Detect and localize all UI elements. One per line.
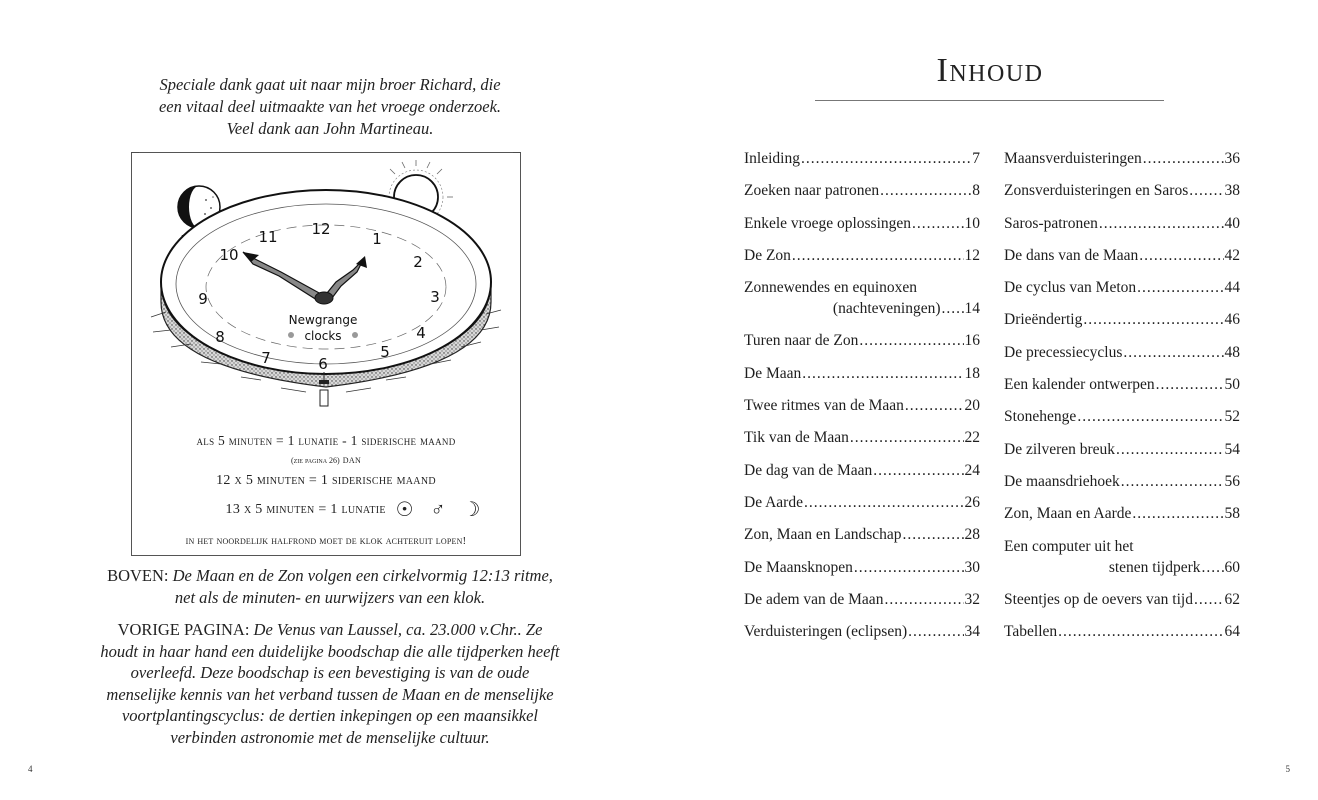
acknowledgement-line: Veel dank aan John Martineau. [226, 119, 434, 138]
toc-entry-label: De Aarde [744, 493, 803, 511]
toc-title: Inhoud [936, 52, 1044, 89]
toc-page-number: 24 [964, 461, 980, 479]
toc-entry[interactable] [744, 589, 980, 610]
clock-face [161, 190, 491, 374]
clock-number: 2 [413, 253, 423, 271]
dot-leader [908, 621, 963, 642]
toc-entry[interactable] [1004, 309, 1240, 330]
toc-entry-continuation [744, 298, 980, 319]
toc-entry-label: Twee ritmes van de Maan [744, 397, 904, 415]
toc-page-number: 26 [964, 493, 980, 511]
toc-entry[interactable] [1004, 536, 1240, 578]
toc-entry-label: De Maan [744, 364, 802, 382]
toc-page-number: 18 [964, 364, 980, 382]
caption-lead: BOVEN: [107, 566, 169, 585]
dot-leader [801, 148, 971, 169]
dot-leader [850, 427, 964, 448]
toc-entry-label: Zonnewendes en equinoxen [744, 279, 918, 297]
toc-page-number: 30 [964, 558, 980, 576]
toc-page-number: 20 [964, 397, 980, 415]
toc-entry-continuation [1004, 557, 1240, 578]
dot-leader [1137, 277, 1223, 298]
toc-entry-label: Maansverduisteringen [1004, 150, 1142, 167]
toc-entry[interactable] [744, 427, 980, 448]
toc-page-number: 56 [1224, 472, 1240, 490]
dot-leader [1156, 374, 1224, 395]
acknowledgement-line: Speciale dank gaat uit naar mijn broer Richard, die [159, 75, 501, 94]
acknowledgement-line: een vitaal deel uitmaakte van het vroege onderzoek. [158, 97, 502, 116]
caption-text: De Venus van Laussel, ca. 23.000 v.Chr.. Ze houdt in haar hand een duidelijke boodschap die alle tijdperken heeft overleefd. Deze boodschap is een bevestiging is van de oude menselijke kennis van het verband tussen de Maan en de menselijke voortplantingscyclus: de dertien inkepingen op een maansikkel verbinden astronomie met de menselijke cultuur. [100, 620, 560, 747]
toc-entry[interactable] [1004, 621, 1240, 642]
toc-page-number: 16 [964, 332, 980, 350]
toc-entry-label: Drieëndertig [1004, 311, 1083, 329]
clock-title-newgrange: Newgrange [288, 313, 358, 327]
toc-entry-label: Inleiding [744, 150, 800, 167]
figure-text-line: 12 x 5 minuten = 1 siderische maand [216, 473, 436, 488]
toc-entry[interactable] [1004, 148, 1240, 169]
page-number: 4 [28, 764, 33, 774]
toc-entry-label: Een computer uit het [1004, 537, 1134, 555]
figure-footnote: in het noordelijk halfrond moet de klok achteruit lopen! [185, 535, 467, 547]
toc-entry-label: De maansdriehoek [1004, 472, 1120, 490]
clock-number: 7 [261, 349, 271, 367]
toc-entry-label: Zon, Maan en Aarde [1004, 505, 1132, 523]
figure-text-line [191, 497, 521, 522]
newgrange-clock-illustration [131, 152, 521, 556]
figure-text-line [131, 454, 521, 466]
clock-number: 1 [372, 230, 382, 248]
clock-number: 10 [219, 246, 239, 264]
toc-page-number: 10 [964, 214, 980, 232]
toc-entry-label: Zoeken naar patronen [744, 182, 880, 200]
toc-entry-label: De Maansknopen [744, 558, 853, 576]
toc-entry[interactable] [1004, 439, 1240, 460]
rock-ornament-icon [288, 332, 294, 338]
toc-page-number: 58 [1224, 505, 1240, 523]
toc-page-number: 48 [1224, 343, 1240, 361]
toc-page-number: 38 [1224, 182, 1240, 200]
toc-page-number: 62 [1224, 590, 1240, 608]
toc-entry-label: Zon, Maan en Landschap [744, 526, 902, 544]
dot-leader [1083, 309, 1223, 330]
dot-leader [804, 492, 964, 513]
toc-entry[interactable] [744, 330, 980, 351]
toc-entry[interactable] [1004, 213, 1240, 234]
toc-page-number: 60 [1224, 558, 1240, 576]
toc-entry-label: De precessiecyclus [1004, 343, 1123, 361]
dot-leader [1058, 621, 1223, 642]
dot-leader [859, 330, 963, 351]
toc-page-number: 14 [964, 300, 980, 318]
astronomical-symbols-icon: ☉ ♂ ☽ [395, 499, 487, 521]
dot-leader [873, 460, 963, 481]
toc-entry-label: Enkele vroege oplossingen [744, 214, 912, 232]
dot-leader [1202, 557, 1224, 578]
toc-entry[interactable] [1004, 406, 1240, 427]
toc-page-number: 28 [964, 526, 980, 544]
figure-text-dan: dan [342, 454, 362, 466]
toc-entry[interactable] [744, 621, 980, 642]
toc-entry-label: De dans van de Maan [1004, 246, 1139, 264]
dot-leader [1194, 589, 1224, 610]
toc-page-number: 36 [1224, 150, 1240, 167]
caption-lead: VORIGE PAGINA: [117, 620, 250, 639]
toc-entry[interactable] [744, 557, 980, 578]
right-page [659, 0, 1318, 800]
dot-leader [1139, 245, 1223, 266]
title-rule [815, 100, 1164, 101]
toc-page-number: 32 [964, 590, 980, 608]
toc-page-number: 22 [964, 429, 980, 447]
dot-leader [1099, 213, 1224, 234]
toc-entry-label: Tik van de Maan [744, 429, 849, 447]
toc-entry[interactable] [1004, 342, 1240, 363]
toc-entry-label: Stonehenge [1004, 408, 1077, 426]
toc-entry-label: De zilveren breuk [1004, 440, 1116, 458]
toc-entry[interactable] [744, 148, 980, 169]
toc-page-number: 64 [1224, 623, 1240, 641]
toc-entry[interactable] [1004, 471, 1240, 492]
acknowledgements [100, 74, 560, 140]
page-reference: (zie pagina 26) [290, 456, 340, 465]
toc-entry-label: Saros-patronen [1004, 214, 1098, 232]
toc-page-number: 34 [964, 623, 980, 641]
dot-leader [1123, 342, 1223, 363]
toc-entry-label: Steentjes op de oevers van tijd [1004, 590, 1193, 608]
dot-leader [854, 557, 964, 578]
toc-entry[interactable] [744, 213, 980, 234]
clock-number: 12 [311, 220, 331, 238]
toc-page-number: 42 [1224, 246, 1240, 264]
toc-entry[interactable] [744, 395, 980, 416]
toc-entry[interactable] [744, 245, 980, 266]
toc-entry-label-continued: stenen tijdperk [1108, 558, 1201, 576]
dot-leader [903, 524, 964, 545]
toc-entry[interactable] [1004, 277, 1240, 298]
toc-page-number: 44 [1224, 279, 1240, 297]
toc-column-left [744, 148, 980, 653]
dot-leader [1077, 406, 1223, 427]
dot-leader [1143, 148, 1224, 169]
clock-drawing [131, 152, 521, 432]
toc-entry-label-continued: (nachteveningen) [832, 300, 941, 318]
dot-leader [1189, 180, 1223, 201]
clock-number: 5 [380, 343, 390, 361]
clock-title-clocks: clocks [304, 329, 342, 343]
caption-previous-page [100, 619, 560, 748]
toc-entry[interactable] [1004, 374, 1240, 395]
clock-number: 8 [215, 328, 225, 346]
dot-leader [880, 180, 971, 201]
toc-page-number: 46 [1224, 311, 1240, 329]
toc-page-number: 8 [972, 182, 980, 200]
page-number: 5 [1285, 764, 1290, 774]
caption-above [100, 565, 560, 608]
toc-entry-label: De cyclus van Meton [1004, 279, 1137, 297]
figure-text-line: als 5 minuten = 1 lunatie - 1 siderische maand [196, 433, 456, 448]
toc-page-number: 50 [1224, 376, 1240, 394]
toc-entry-label: De Zon [744, 246, 791, 264]
toc-entry[interactable] [744, 460, 980, 481]
toc-entry-label: De dag van de Maan [744, 461, 873, 479]
toc-entry[interactable] [744, 363, 980, 384]
clock-number: 6 [318, 355, 328, 373]
dot-leader [942, 298, 964, 319]
dot-leader [792, 245, 964, 266]
toc-entry-label: Een kalender ontwerpen [1004, 376, 1155, 394]
toc-column-right [1004, 148, 1240, 653]
rock-ornament-icon [352, 332, 358, 338]
dot-leader [884, 589, 963, 610]
dot-leader [1132, 503, 1223, 524]
clock-number: 4 [416, 324, 426, 342]
toc-entry[interactable] [1004, 503, 1240, 524]
toc-entry-label: Turen naar de Zon [744, 332, 859, 350]
toc-entry[interactable] [744, 277, 980, 319]
clock-number: 9 [198, 290, 208, 308]
toc-entry[interactable] [1004, 589, 1240, 610]
toc-entry[interactable] [1004, 245, 1240, 266]
toc-entry-label: De adem van de Maan [744, 590, 884, 608]
toc-entry[interactable] [1004, 180, 1240, 201]
toc-page-number: 40 [1224, 214, 1240, 232]
dot-leader [905, 395, 964, 416]
figure-text-lunatie: 13 x 5 minuten = 1 lunatie [225, 502, 386, 517]
toc-entry[interactable] [744, 524, 980, 545]
toc-page-number: 52 [1224, 408, 1240, 426]
dot-leader [802, 363, 963, 384]
toc-entry-label: Verduisteringen (eclipsen) [744, 623, 908, 641]
toc-entry[interactable] [744, 492, 980, 513]
dot-leader [912, 213, 963, 234]
toc-page-number: 54 [1224, 440, 1240, 458]
toc-entry[interactable] [744, 180, 980, 201]
toc-page-number: 7 [972, 150, 980, 167]
dot-leader [1116, 439, 1223, 460]
clock-number: 11 [258, 228, 278, 246]
toc-entry-label: Zonsverduisteringen en Saros [1004, 182, 1189, 200]
clock-number: 3 [430, 288, 440, 306]
caption-text: De Maan en de Zon volgen een cirkelvormig 12:13 ritme, net als de minuten- en uurwijzers van een klok. [168, 566, 553, 607]
toc-entry-label: Tabellen [1004, 623, 1058, 641]
dot-leader [1121, 471, 1224, 492]
toc-page-number: 12 [964, 246, 980, 264]
